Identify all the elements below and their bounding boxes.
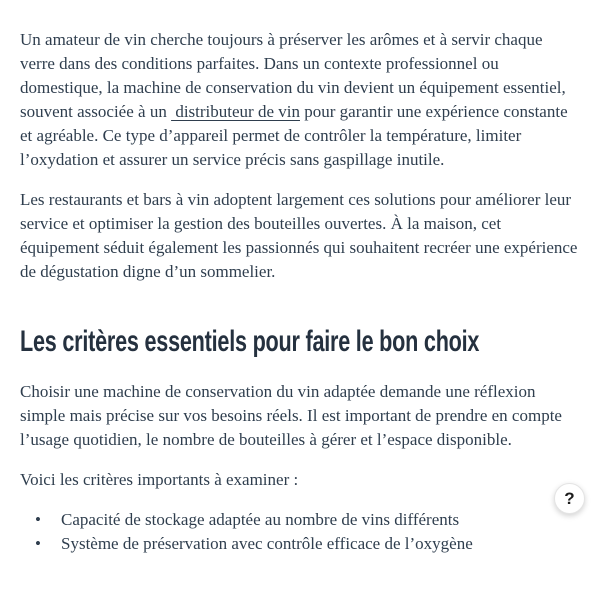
list-item	[20, 532, 580, 556]
bullet-icon: •	[35, 534, 41, 553]
section-heading	[20, 324, 580, 360]
list-item-text: Capacité de stockage adaptée au nombre de vins différents	[61, 510, 460, 529]
section-heading-text: Les critères essentiels pour faire le bon choix	[20, 325, 480, 358]
criteria-list	[20, 508, 580, 556]
intro-paragraph	[20, 28, 580, 172]
paragraph-choisir: Choisir une machine de conservation du vin adaptée demande une réflexion simple mais précise sur vos besoins réels. Il est important de prendre en compte l’usage quotidien, le nombre de bouteilles à gérer et l’espace disponible.	[20, 382, 562, 449]
question-mark-icon: ?	[564, 488, 575, 508]
list-item-text: Système de préservation avec contrôle efficace de l’oxygène	[61, 534, 473, 553]
distributeur-de-vin-link[interactable]: distributeur de vin	[171, 102, 300, 121]
bullet-icon: •	[35, 510, 41, 529]
help-button[interactable]	[554, 483, 585, 514]
paragraph-text: Un amateur de vin cherche toujours à préserver les arômes et à servir chaque verre dans des conditions parfaites. Dans un contexte professionnel ou domestique, la machine de conservation du vin devient un équipement essentiel, souvent associée à un	[20, 30, 566, 121]
list-item	[20, 508, 580, 532]
paragraph-restaurants: Les restaurants et bars à vin adoptent largement ces solutions pour améliorer leur service et optimiser la gestion des bouteilles ouvertes. À la maison, cet équipement séduit également les passionnés qui souhaitent recréer une expérience de dégustation digne d’un sommelier.	[20, 190, 578, 281]
paragraph-text: pour garantir une expérience constante et agréable. Ce type d’appareil permet de contrôler la température, limiter l’oxydation et assurer un service précis sans gaspillage inutile.	[20, 102, 568, 169]
paragraph-criteres-intro: Voici les critères importants à examiner :	[20, 470, 299, 489]
